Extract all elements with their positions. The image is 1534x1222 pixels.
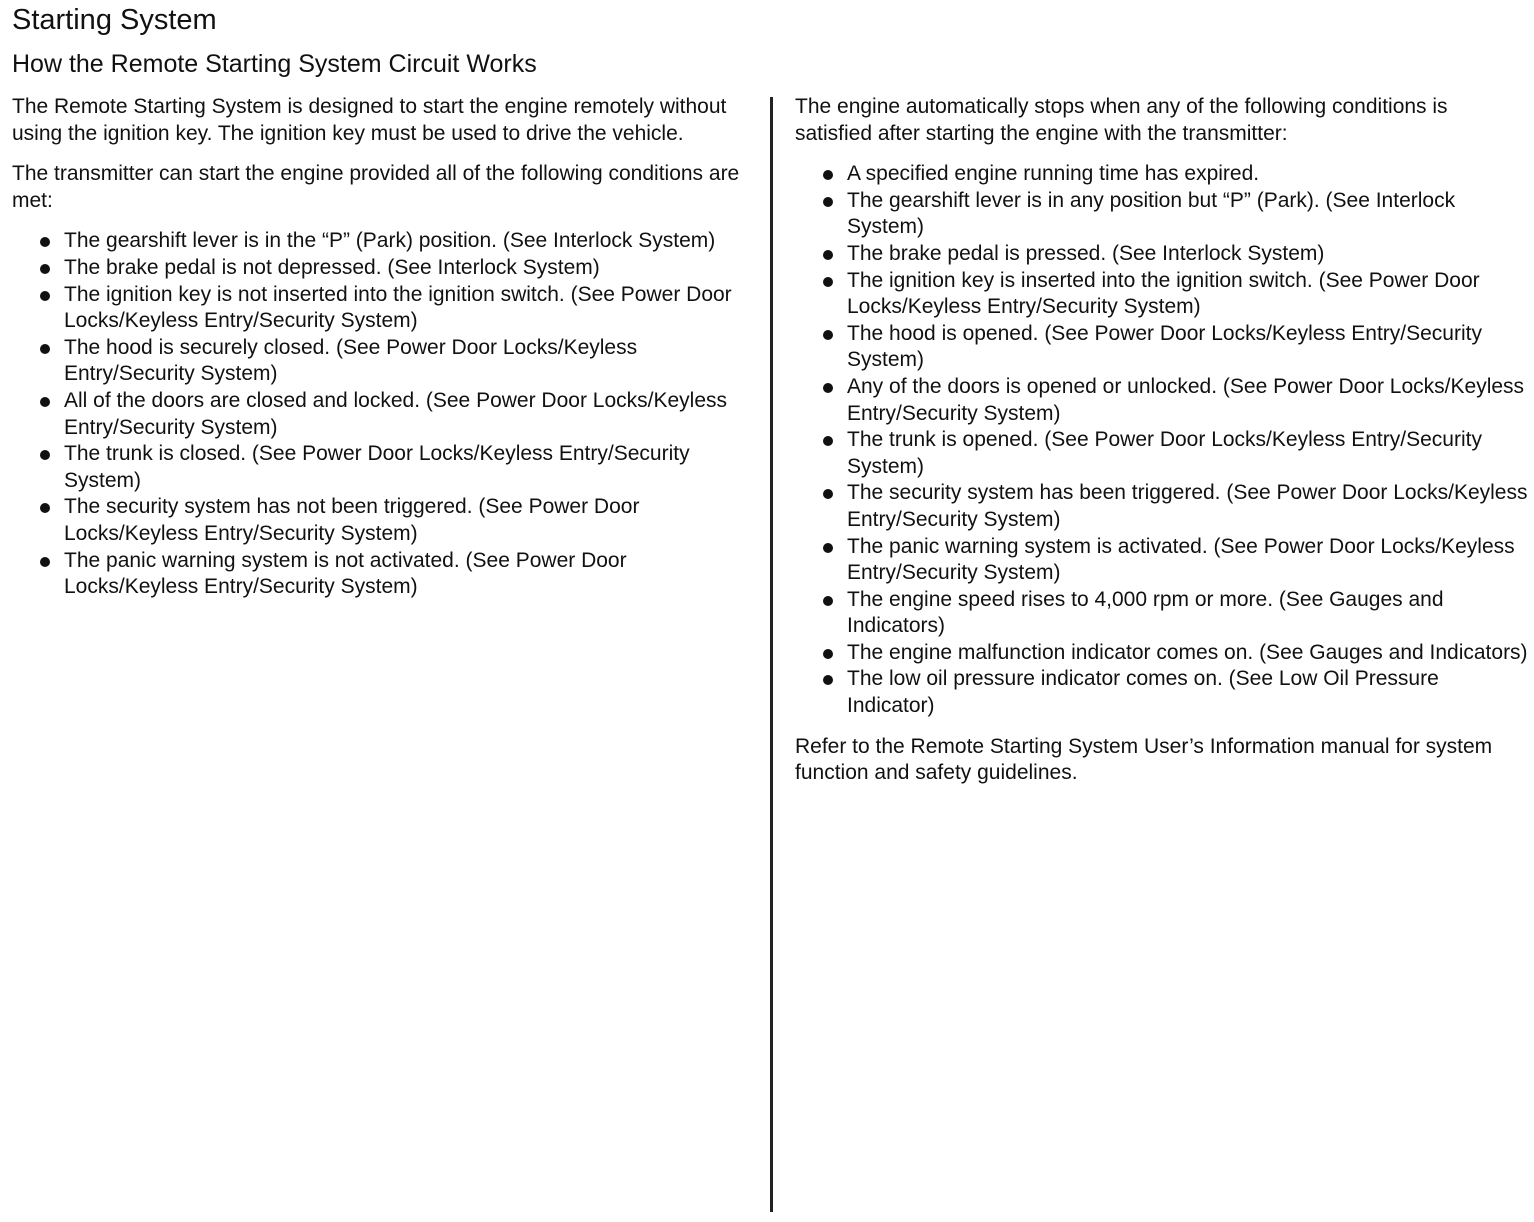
bullet-icon bbox=[823, 489, 833, 499]
list-item-text: The ignition key is not inserted into the ignition switch. (See Power Door Locks/Keyless Entry/Security System) bbox=[64, 282, 732, 333]
bullet-icon bbox=[823, 330, 833, 340]
list-item bbox=[12, 388, 747, 441]
bullet-icon bbox=[823, 197, 833, 207]
list-item-text: The brake pedal is not depressed. (See Interlock System) bbox=[64, 255, 600, 279]
list-item bbox=[795, 666, 1530, 719]
closing-paragraph: Refer to the Remote Starting System User’s Information manual for system function and safety guidelines. bbox=[795, 734, 1493, 785]
start-conditions-list bbox=[12, 228, 747, 600]
list-item-text: The engine speed rises to 4,000 rpm or more. (See Gauges and Indicators) bbox=[847, 587, 1444, 638]
list-item-text: Any of the doors is opened or unlocked. (See Power Door Locks/Keyless Entry/Security System) bbox=[847, 374, 1525, 425]
bullet-icon bbox=[40, 344, 50, 354]
bullet-icon bbox=[40, 264, 50, 274]
list-item bbox=[795, 587, 1530, 640]
list-item bbox=[12, 335, 747, 388]
bullet-icon bbox=[823, 383, 833, 393]
list-item bbox=[795, 534, 1530, 587]
bullet-icon bbox=[40, 291, 50, 301]
list-item bbox=[795, 188, 1530, 241]
list-item-text: The gearshift lever is in the “P” (Park) position. (See Interlock System) bbox=[64, 229, 716, 253]
list-item-text: A specified engine running time has expired. bbox=[847, 162, 1260, 186]
list-item bbox=[795, 268, 1530, 321]
list-item-text: The gearshift lever is in any position but “P” (Park). (See Interlock System) bbox=[847, 188, 1456, 239]
list-item-text: The panic warning system is activated. (See Power Door Locks/Keyless Entry/Security System) bbox=[847, 534, 1515, 585]
list-item bbox=[12, 228, 747, 255]
list-item-text: The trunk is closed. (See Power Door Locks/Keyless Entry/Security System) bbox=[64, 442, 690, 492]
list-item-text: The brake pedal is pressed. (See Interlock System) bbox=[847, 241, 1325, 265]
bullet-icon bbox=[823, 675, 833, 685]
stop-conditions-list bbox=[795, 161, 1530, 719]
bullet-icon bbox=[40, 237, 50, 247]
column-divider bbox=[770, 97, 773, 1212]
list-item bbox=[795, 321, 1530, 374]
page-title: Starting System bbox=[12, 4, 217, 36]
list-item bbox=[795, 374, 1530, 427]
list-item bbox=[12, 441, 747, 494]
bullet-icon bbox=[823, 596, 833, 606]
bullet-icon bbox=[40, 557, 50, 567]
left-column bbox=[12, 94, 747, 615]
list-item bbox=[12, 548, 747, 601]
bullet-icon bbox=[40, 450, 50, 460]
bullet-icon bbox=[823, 649, 833, 659]
list-item bbox=[795, 427, 1530, 480]
list-item-text: The panic warning system is not activated. (See Power Door Locks/Keyless Entry/Security System) bbox=[64, 548, 627, 599]
list-item bbox=[795, 480, 1530, 533]
list-item-text: The trunk is opened. (See Power Door Locks/Keyless Entry/Security System) bbox=[847, 428, 1482, 478]
bullet-icon bbox=[823, 277, 833, 287]
bullet-icon bbox=[823, 543, 833, 553]
list-item bbox=[12, 494, 747, 547]
bullet-icon bbox=[823, 250, 833, 260]
list-item bbox=[12, 282, 747, 335]
bullet-icon bbox=[40, 397, 50, 407]
list-item-text: The hood is opened. (See Power Door Locks/Keyless Entry/Security System) bbox=[847, 321, 1482, 372]
right-column bbox=[795, 94, 1530, 801]
list-item bbox=[795, 241, 1530, 268]
list-item-text: The hood is securely closed. (See Power Door Locks/Keyless Entry/Security System) bbox=[64, 335, 638, 386]
list-item bbox=[12, 255, 747, 282]
intro-paragraph: The Remote Starting System is designed to start the engine remotely without using the ignition key. The ignition key must be used to drive the vehicle. bbox=[12, 95, 727, 145]
stop-intro-paragraph: The engine automatically stops when any of the following conditions is satisfied after starting the engine with the transmitter: bbox=[795, 95, 1448, 145]
conditions-intro-paragraph: The transmitter can start the engine provided all of the following conditions are met: bbox=[12, 162, 740, 212]
bullet-icon bbox=[40, 503, 50, 513]
list-item-text: The security system has been triggered. (See Power Door Locks/Keyless Entry/Security System) bbox=[847, 481, 1528, 531]
bullet-icon bbox=[823, 436, 833, 446]
section-title: How the Remote Starting System Circuit Works bbox=[12, 50, 537, 78]
list-item-text: The security system has not been triggered. (See Power Door Locks/Keyless Entry/Security System) bbox=[64, 495, 640, 545]
list-item-text: The low oil pressure indicator comes on. (See Low Oil Pressure Indicator) bbox=[847, 667, 1439, 718]
list-item-text: The engine malfunction indicator comes on. (See Gauges and Indicators) bbox=[847, 640, 1528, 664]
list-item bbox=[795, 161, 1530, 188]
list-item-text: The ignition key is inserted into the ignition switch. (See Power Door Locks/Keyless Entry/Security System) bbox=[847, 268, 1480, 319]
bullet-icon bbox=[823, 170, 833, 180]
list-item-text: All of the doors are closed and locked. (See Power Door Locks/Keyless Entry/Security System) bbox=[64, 388, 728, 439]
list-item bbox=[795, 640, 1530, 667]
